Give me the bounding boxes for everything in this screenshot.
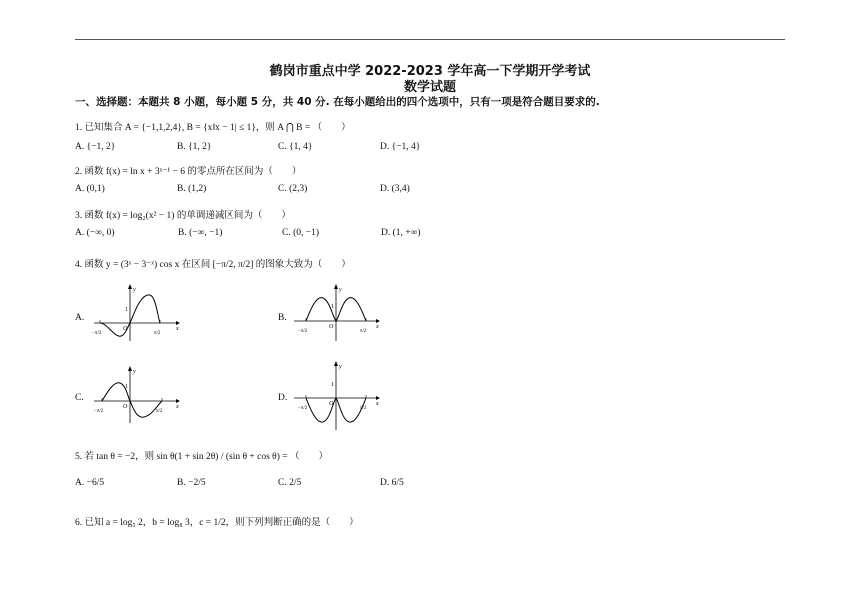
neg-half-pi-label: −π/2 <box>298 406 308 411</box>
question-2-stem: 2. 函数 f(x) = ln x + 3ˣ⁻¹ − 6 的零点所在区间为（ ） <box>75 167 302 177</box>
q3-option-d: D. (1, +∞) <box>381 228 421 238</box>
q3-option-c: C. (0, −1) <box>282 228 320 238</box>
y-label: y <box>339 287 342 293</box>
q4-option-c: C. <box>75 393 84 403</box>
exam-title: 鹤岗市重点中学 2022-2023 学年高一下学期开学考试 <box>269 64 591 79</box>
half-pi-label: π/2 <box>156 409 163 414</box>
y-label: y <box>133 369 136 375</box>
half-pi-label: π/2 <box>360 329 367 334</box>
q2-option-c: C. (2,3) <box>278 184 308 194</box>
q5-option-b: B. −2/5 <box>177 478 206 488</box>
one-label: 1 <box>331 304 334 310</box>
x-axis-arrow <box>376 396 380 400</box>
graph-c <box>90 365 182 425</box>
x-axis-arrow <box>376 319 380 323</box>
half-pi-label: π/2 <box>154 331 161 336</box>
q3-option-b: B. (−∞, −1) <box>178 228 223 238</box>
one-label: 1 <box>125 384 128 390</box>
graph-a <box>90 283 182 343</box>
one-label: 1 <box>331 382 334 388</box>
question-1-stem: 1. 已知集合 A = {−1,1,2,4}, B = {x‖x − 1| ≤ 1}，则 A ⋂ B = （ ） <box>75 123 351 133</box>
q1-option-b: B. {1, 2} <box>177 142 212 152</box>
y-axis-arrow <box>128 284 132 289</box>
neg-half-pi-label: −π/2 <box>298 329 308 334</box>
x-axis-arrow <box>176 399 180 403</box>
neg-half-pi-label: −π/2 <box>92 331 102 336</box>
question-5-stem: 5. 若 tan θ = −2，则 sin θ(1 + sin 2θ) / (sin θ + cos θ) = （ ） <box>75 452 328 462</box>
header-rule <box>75 39 785 40</box>
q1-option-a: A. {−1, 2} <box>75 142 116 152</box>
curve <box>102 383 162 417</box>
q2-option-d: D. (3,4) <box>380 184 410 194</box>
x-label: x <box>176 326 179 332</box>
y-axis-arrow <box>334 361 338 366</box>
q1-option-c: C. {1, 4} <box>278 142 313 152</box>
q4-option-d: D. <box>278 393 288 403</box>
q1-option-d: D. {−1, 4} <box>380 142 421 152</box>
y-axis-arrow <box>334 284 338 289</box>
origin-label: O <box>123 326 128 332</box>
half-pi-label: π/2 <box>360 406 367 411</box>
one-label: 1 <box>125 307 128 313</box>
question-3-stem: 3. 函数 f(x) = log₂(x² − 1) 的单调递减区间为（ ） <box>75 211 291 221</box>
y-label: y <box>133 287 136 293</box>
section-heading: 一、选择题：本题共 8 小题，每小题 5 分，共 40 分. 在每小题给出的四个选项中，只有一项是符合题目要求的. <box>75 96 600 108</box>
q5-option-d: D. 6/5 <box>380 478 404 488</box>
q3-option-a: A. (−∞, 0) <box>75 228 115 238</box>
graph-b <box>290 283 382 343</box>
x-label: x <box>376 324 379 330</box>
origin-label: O <box>329 401 334 407</box>
q2-option-a: A. (0,1) <box>75 184 105 194</box>
q5-option-a: A. −6/5 <box>75 478 105 488</box>
origin-label: O <box>123 404 128 410</box>
question-6-stem: 6. 已知 a = log₅ 2，b = log₈ 3，c = 1/2，则下列判断正确的是（ ） <box>75 518 359 528</box>
origin-label: O <box>329 324 334 330</box>
y-axis-arrow <box>128 366 132 371</box>
neg-half-pi-label: −π/2 <box>94 409 104 414</box>
x-axis-arrow <box>176 321 180 325</box>
x-label: x <box>376 401 379 407</box>
q4-option-a: A. <box>75 313 85 323</box>
q4-option-b: B. <box>278 313 287 323</box>
x-label: x <box>176 404 179 410</box>
q5-option-c: C. 2/5 <box>278 478 302 488</box>
graph-d <box>290 360 382 432</box>
question-4-stem: 4. 函数 y = (3ˣ − 3⁻ˣ) cos x 在区间 [−π/2, π/2] 的图象大致为（ ） <box>75 260 351 270</box>
q2-option-b: B. (1,2) <box>177 184 207 194</box>
exam-subtitle: 数学试题 <box>403 80 456 95</box>
y-label: y <box>339 364 342 370</box>
